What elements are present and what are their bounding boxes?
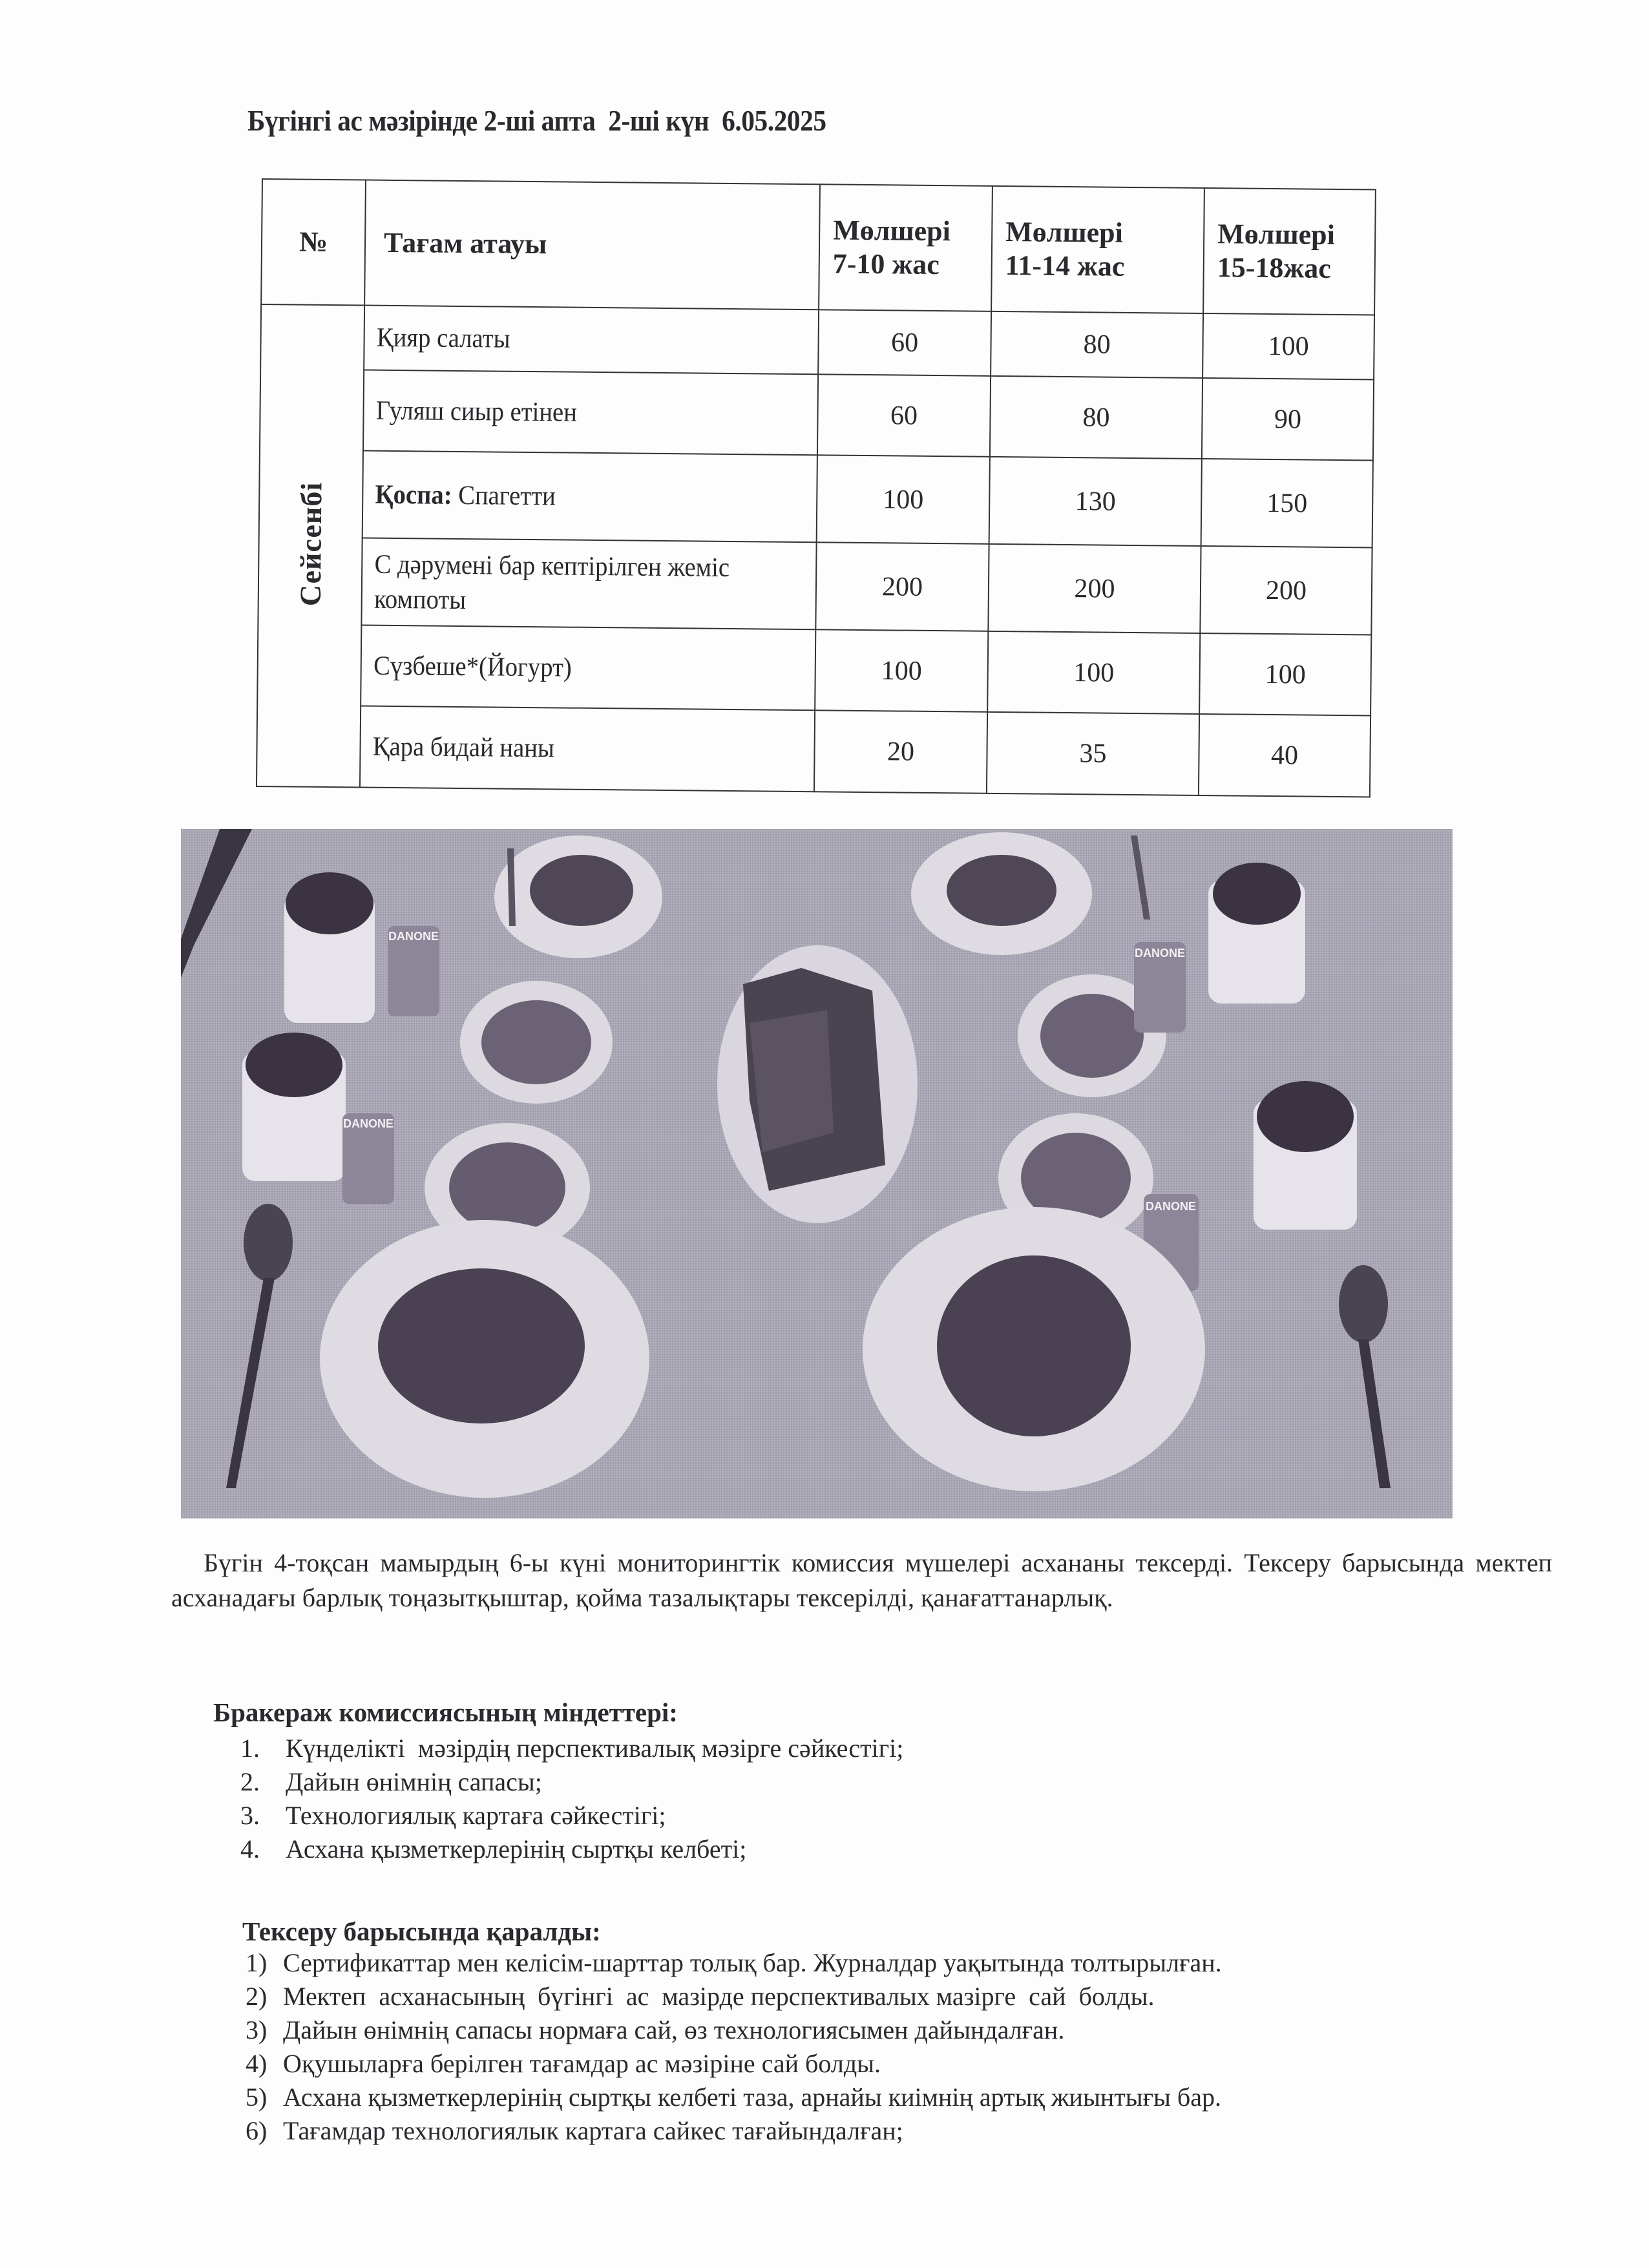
table-header-row xyxy=(261,179,1376,315)
item-number: 1) xyxy=(246,1948,268,1977)
portion-15-18: 100 xyxy=(1199,633,1371,716)
item-text: Дайын өнімнің сапасы; xyxy=(286,1767,542,1796)
dish-prefix: Қоспа: xyxy=(375,479,452,510)
goulash xyxy=(947,855,1056,926)
header-portion-7-10 xyxy=(819,184,993,311)
dish-name: Қияр салаты xyxy=(364,306,782,374)
table-row xyxy=(257,705,1371,797)
portion-7-10: 100 xyxy=(815,629,988,712)
list-item xyxy=(240,1832,903,1866)
cucumber-salad xyxy=(1040,994,1144,1078)
item-text: Асхана қызметкерлерінің сыртқы келбеті таза, арнайы киімнің артық жиынтығы бар. xyxy=(283,2083,1221,2112)
spoon xyxy=(1339,1265,1388,1343)
compote xyxy=(1257,1081,1354,1152)
item-text: Технологиялық картаға сәйкестігі; xyxy=(286,1801,666,1830)
list-item xyxy=(246,2081,1222,2114)
portion-11-14: 130 xyxy=(989,457,1202,546)
list-item xyxy=(246,1980,1222,2013)
item-text: Дайын өнімнің сапасы нормаға сай, өз технологиясымен дайындалған. xyxy=(283,2015,1065,2044)
header-portion-label: Мөлшері xyxy=(833,214,951,247)
item-number: 4) xyxy=(246,2049,268,2078)
portion-7-10: 60 xyxy=(817,374,991,457)
item-number: 6) xyxy=(246,2116,268,2145)
table-row xyxy=(258,537,1372,635)
page-title: Бүгінгі ас мәзірінде 2-ші апта 2-ші күн 6.05.2025 xyxy=(247,104,826,137)
day-cell xyxy=(257,304,364,788)
rye-bread xyxy=(750,1010,834,1152)
portion-15-18: 150 xyxy=(1201,459,1373,548)
list-item xyxy=(240,1732,903,1765)
item-number: 3) xyxy=(246,2015,268,2044)
header-number: № xyxy=(261,179,366,306)
portion-15-18: 40 xyxy=(1199,714,1371,797)
list-item xyxy=(246,2013,1222,2047)
item-number: 1. xyxy=(240,1734,260,1763)
portion-15-18: 90 xyxy=(1202,378,1374,461)
table-row xyxy=(257,624,1371,716)
item-text: Мектеп асханасының бүгінгі ас мазірде перспективалых мазірге сай болды. xyxy=(283,1982,1155,2011)
header-portion-15-18 xyxy=(1203,188,1376,315)
portion-11-14: 35 xyxy=(987,712,1199,795)
header-portion-label: Мөлшері xyxy=(1005,216,1124,249)
portion-11-14: 100 xyxy=(987,631,1200,714)
item-number: 2. xyxy=(240,1767,260,1796)
yogurt-brand: DANONE xyxy=(1145,1200,1197,1213)
duties-heading: Бракераж комиссиясының міндеттері: xyxy=(213,1697,678,1727)
header-dish-name: Тағам атауы xyxy=(364,180,820,310)
portion-11-14: 80 xyxy=(991,311,1203,378)
dish-name: С дәрумені бар кептірілген жеміс компоты xyxy=(361,538,780,629)
compote xyxy=(286,872,373,934)
header-portion-label: Мөлшері xyxy=(1217,218,1336,251)
list-item xyxy=(240,1799,903,1832)
item-text: Күнделікті мәзірдің перспективалық мәзірге сәйкестігі; xyxy=(286,1734,904,1763)
portion-11-14: 80 xyxy=(990,376,1203,459)
list-item xyxy=(240,1765,903,1799)
yogurt-brand: DANONE xyxy=(388,930,439,943)
cucumber-salad xyxy=(449,1142,565,1233)
findings-list xyxy=(246,1946,1222,2148)
header-age-range: 7-10 жас xyxy=(832,247,940,281)
item-text: Сертификаттар мен келісім-шарттар толық бар. Журналдар уақытында толтырылған. xyxy=(283,1948,1222,1977)
item-number: 4. xyxy=(240,1834,260,1864)
goulash xyxy=(378,1268,585,1423)
duties-list xyxy=(240,1732,903,1866)
dish-name: Сүзбеше*(Йогурт) xyxy=(361,625,779,710)
meal-photo-illustration xyxy=(181,829,1453,1518)
item-text: Асхана қызметкерлерінің сыртқы келбеті; xyxy=(286,1834,747,1864)
goulash xyxy=(937,1255,1131,1436)
compote xyxy=(1213,863,1301,925)
item-number: 5) xyxy=(246,2083,268,2112)
item-number: 2) xyxy=(246,1982,268,2011)
cucumber-salad xyxy=(481,1000,591,1084)
portion-7-10: 200 xyxy=(815,542,989,631)
spoon xyxy=(244,1204,293,1281)
dish-name: Қара бидай наны xyxy=(360,706,779,792)
item-text: Оқушыларға берілген тағамдар ас мәзіріне сай болды. xyxy=(283,2049,881,2078)
goulash xyxy=(530,855,633,926)
day-label: Сейсенбі xyxy=(293,481,328,607)
list-item xyxy=(246,2114,1222,2148)
header-age-range: 11-14 жас xyxy=(1005,249,1125,282)
menu-table xyxy=(256,178,1376,798)
portion-11-14: 200 xyxy=(988,544,1201,633)
portion-7-10: 20 xyxy=(814,710,987,793)
compote xyxy=(246,1033,342,1097)
list-item xyxy=(246,2047,1222,2081)
header-age-range: 15-18жас xyxy=(1217,251,1332,284)
item-number: 3. xyxy=(240,1801,260,1830)
header-portion-11-14 xyxy=(991,186,1204,313)
monitoring-paragraph: Бүгін 4-тоқсан мамырдың 6-ы күні мониторингтік комиссия мүшелері асхананы тексерді. Тексеру барысында мектеп асханадағы барлық тоңазытқыштар, қойма тазалықтары тексерілді, қанағаттанарлық. xyxy=(171,1548,1552,1612)
dish-name-text: Спагетти xyxy=(452,480,556,511)
list-item xyxy=(246,1946,1222,1980)
portion-7-10: 100 xyxy=(817,455,990,544)
yogurt-brand: DANONE xyxy=(1134,947,1186,960)
portion-15-18: 100 xyxy=(1203,313,1374,380)
findings-heading: Тексеру барысында қаралды: xyxy=(242,1916,601,1946)
table-row xyxy=(260,304,1374,380)
table-row xyxy=(260,369,1374,461)
dish-name xyxy=(362,451,781,542)
portion-7-10: 60 xyxy=(818,310,991,376)
portion-15-18: 200 xyxy=(1200,546,1372,635)
yogurt-brand: DANONE xyxy=(342,1117,394,1130)
item-text: Тағамдар технологиялык картага сайкес тағайындалған; xyxy=(283,2116,903,2145)
dish-name: Гуляш сиыр етінен xyxy=(363,370,782,455)
meal-photo xyxy=(181,829,1453,1518)
table-row xyxy=(259,450,1373,548)
